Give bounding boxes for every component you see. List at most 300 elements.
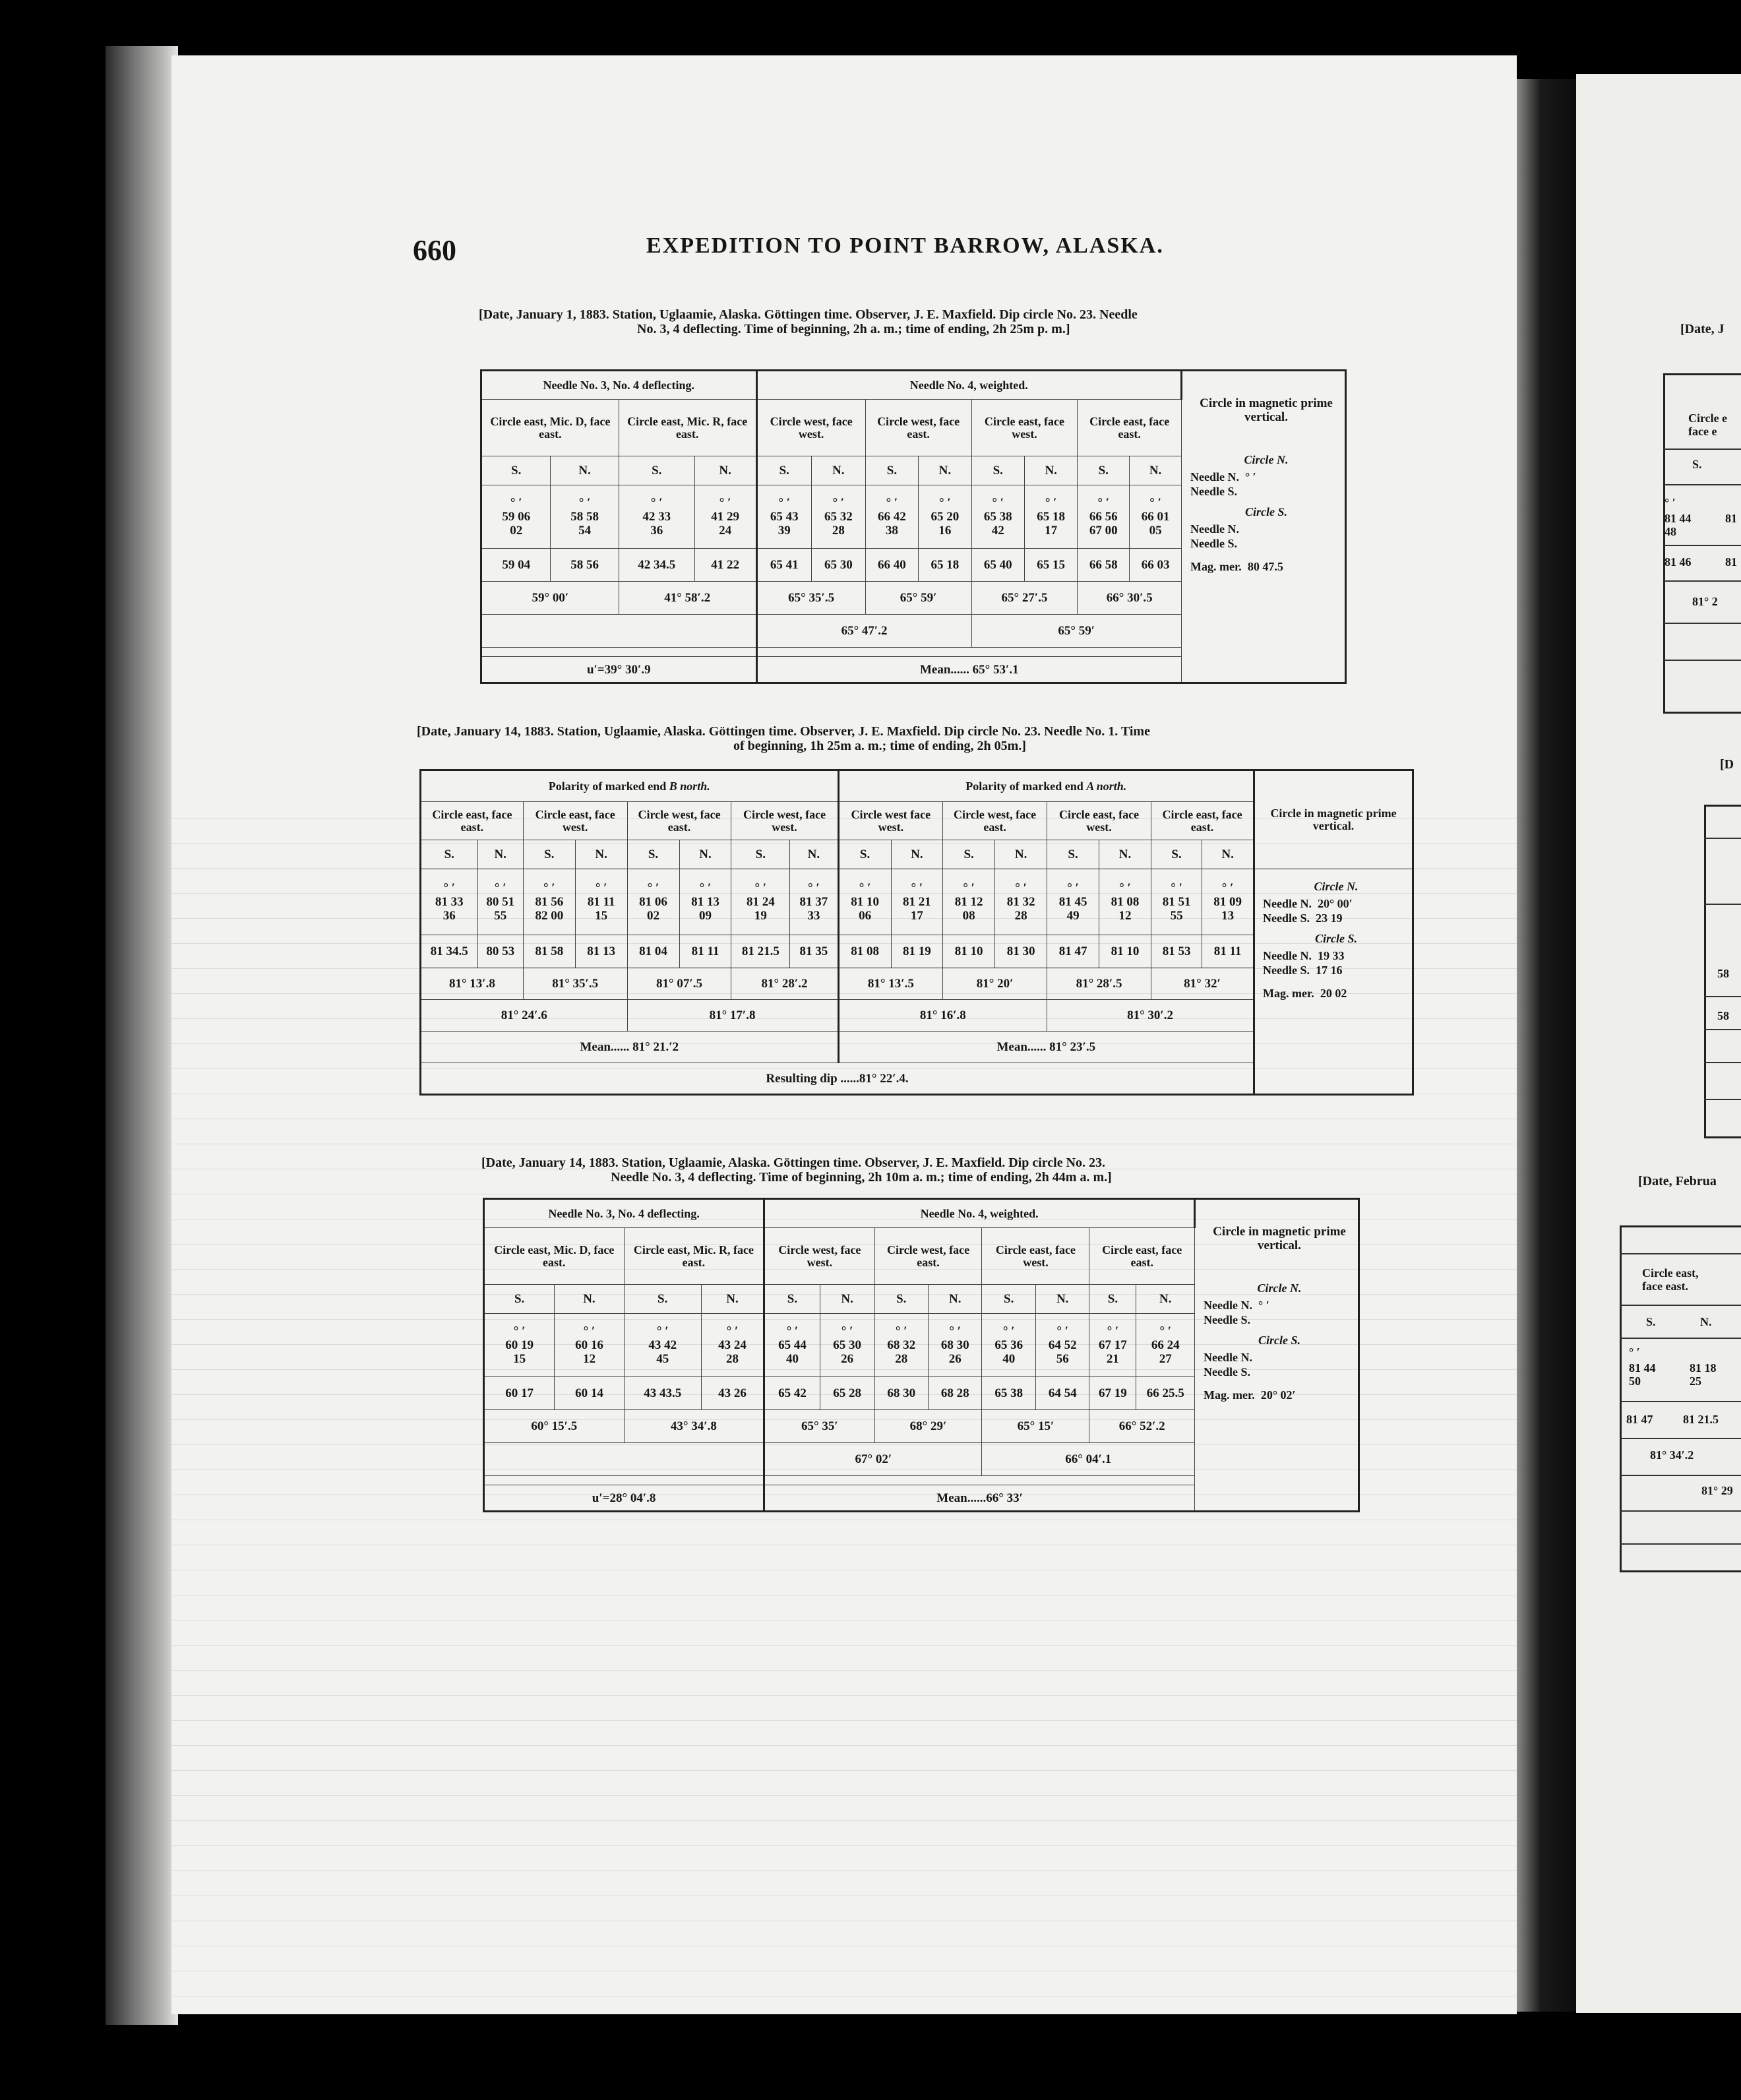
table2-mean-cell: 81 19 — [891, 935, 943, 968]
right-table-1-rule — [1663, 580, 1741, 582]
needle-s2-row: Needle S. 17 16 — [1263, 964, 1343, 977]
unit-marks: ° ′ — [1067, 881, 1079, 895]
reading-values: 64 52 56 — [1048, 1338, 1077, 1366]
table2-mean-cell: 81 08 — [838, 935, 891, 968]
right-table-3-mean-n: 81 21.5 — [1683, 1413, 1719, 1426]
table2-reading-cell — [838, 869, 891, 935]
table1-sn-header: N. — [694, 456, 756, 485]
right-table-2-reading: 58 — [1717, 967, 1729, 980]
table1-mean-cell: 66 58 — [1078, 549, 1130, 582]
right-table-3-pair: 81° 34′.2 — [1650, 1448, 1694, 1462]
table1-u-value: u′=39° 30′.9 — [481, 657, 757, 683]
table1-group-right: Needle No. 4, weighted. — [756, 371, 1181, 400]
unit-marks: ° ′ — [647, 881, 659, 895]
right-table-3-quad: 81° 29 — [1701, 1484, 1733, 1497]
reading-values: 60 19 15 — [505, 1338, 534, 1366]
right-table-3-rule — [1620, 1510, 1741, 1512]
table1-reading-cell — [919, 485, 971, 549]
table2-mean-cell: 81 53 — [1151, 935, 1202, 968]
table3-caption-line1: [Date, January 14, 1883. Station, Uglaamie, Alaska. Göttingen time. Observer, J. E. Maxfield. Dip circle No. 23. — [481, 1156, 1106, 1170]
reading-values: 67 17 21 — [1099, 1338, 1127, 1366]
unit-marks: ° ′ — [494, 881, 506, 895]
table3-spacer — [764, 1476, 1195, 1485]
table1-reading-cell — [1130, 485, 1182, 549]
table3-col-header: Circle west, face west. — [764, 1228, 874, 1285]
reading-values: 43 42 45 — [648, 1338, 677, 1366]
unit-marks: ° ′ — [726, 1324, 739, 1338]
table1-sn-header: N. — [1130, 456, 1182, 485]
unit-marks: ° ′ — [1221, 881, 1234, 895]
unit-marks: ° ′ — [886, 496, 898, 510]
table1-mean-cell: 58 56 — [551, 549, 619, 582]
table2-reading-cell — [421, 869, 478, 935]
right-table-3-rule — [1620, 1543, 1741, 1545]
table1-col-header: Circle east, Mic. R, face east. — [619, 400, 756, 456]
table2-pair-mean: 81° 20′ — [943, 968, 1047, 1000]
table2-sn-header: N. — [679, 840, 731, 869]
table2-reading-cell — [891, 869, 943, 935]
right-table-2-rule — [1704, 838, 1741, 839]
right-table-3-rule — [1620, 1475, 1741, 1476]
unit-marks: ° ′ — [719, 496, 731, 510]
right-table-1-mean: 81 46 — [1665, 555, 1692, 569]
table1-mean-cell: 65 41 — [756, 549, 811, 582]
table2-caption — [417, 724, 1419, 753]
table1-mean-cell: 66 40 — [865, 549, 918, 582]
reading-values: 65 30 26 — [833, 1338, 861, 1366]
page-rule-line — [171, 1870, 1517, 1871]
unit-marks: ° ′ — [832, 496, 845, 510]
reading-values: 81 08 12 — [1111, 895, 1140, 923]
table3-side-panel — [1195, 1199, 1359, 1512]
table2-sn-header: N. — [477, 840, 523, 869]
circle-n-label: Circle N. — [1314, 880, 1359, 893]
table1-pair-mean: 65° 35′.5 — [756, 582, 865, 615]
table3-mean-cell: 67 19 — [1089, 1377, 1136, 1410]
circle-s-label: Circle S. — [1244, 505, 1287, 518]
table2-reading-cell — [731, 869, 790, 935]
unit-marks: ° ′ — [510, 496, 522, 510]
table2-half-mean: Mean...... 81° 21.′2 — [421, 1032, 839, 1063]
table3-sn-header: N. — [701, 1285, 764, 1314]
table1-sn-header: N. — [551, 456, 619, 485]
reading-values: 65 36 40 — [994, 1338, 1023, 1366]
table1 — [480, 369, 1347, 684]
table2-mean-cell: 81 35 — [790, 935, 838, 968]
reading-values: 81 12 08 — [954, 895, 983, 923]
reading-values: 66 24 27 — [1151, 1338, 1180, 1366]
unit-marks: ° ′ — [992, 496, 1004, 510]
table3-sn-header: N. — [1136, 1285, 1195, 1314]
right-table-3-unit: ° ′ — [1629, 1345, 1640, 1359]
unit-marks: ° ′ — [841, 1324, 853, 1338]
table1-blank — [481, 615, 757, 648]
table3-mean-cell: 65 42 — [764, 1377, 820, 1410]
table1-mean-cell: 66 03 — [1130, 549, 1182, 582]
unit-marks: ° ′ — [1107, 1324, 1119, 1338]
table2-reading-cell — [679, 869, 731, 935]
table2-mean-cell: 81 10 — [1099, 935, 1151, 968]
reading-values: 65 38 42 — [983, 510, 1012, 538]
page-rule-line — [171, 1670, 1517, 1671]
table1-quad-mean: 65° 59′ — [971, 615, 1181, 648]
right-table-3-n: N. — [1700, 1315, 1712, 1328]
table1-spacer — [756, 648, 1181, 657]
right-table-3-rule — [1620, 1438, 1741, 1439]
unit-marks: ° ′ — [1045, 496, 1057, 510]
table3-sn-header: S. — [484, 1285, 555, 1314]
table1-reading-cell — [865, 485, 918, 549]
table1-mean-cell: 65 40 — [971, 549, 1024, 582]
unit-marks: ° ′ — [656, 1324, 669, 1338]
table2-sn-header: N. — [790, 840, 838, 869]
right-table-3-head: Circle east, face east. — [1642, 1266, 1699, 1293]
right-table-1-rule — [1663, 484, 1741, 485]
table1-spacer — [481, 648, 757, 657]
table2-col-header: Circle east, face east. — [421, 802, 524, 840]
unit-marks: ° ′ — [1149, 496, 1161, 510]
needle-n2-row: Needle N. — [1190, 522, 1239, 536]
running-head: EXPEDITION TO POINT BARROW, ALASKA. — [646, 233, 1164, 258]
reading-values: 80 51 55 — [486, 895, 515, 923]
table3-sn-header: N. — [929, 1285, 982, 1314]
table2-pair-mean: 81° 28′.5 — [1047, 968, 1151, 1000]
table1-side-panel — [1182, 371, 1346, 683]
table2-sn-header: S. — [627, 840, 679, 869]
table2-side-title: Circle in magnetic prime vertical. — [1254, 770, 1413, 869]
table1-reading-cell — [1078, 485, 1130, 549]
table1-sn-header: S. — [481, 456, 551, 485]
unit-marks: ° ′ — [859, 881, 871, 895]
table1-sn-header: N. — [919, 456, 971, 485]
right-table-1-head: Circle e face e — [1688, 412, 1728, 438]
reading-values: 60 16 12 — [575, 1338, 603, 1366]
right-table-2-rule — [1704, 1062, 1741, 1063]
right-table-1-pair: 81° 2 — [1692, 595, 1718, 608]
table1-col-header: Circle west, face east. — [865, 400, 971, 456]
table1-caption-line2: No. 3, 4 deflecting. Time of beginning, 2h a. m.; time of ending, 2h 25m p. m.] — [637, 322, 1070, 336]
table1-overall-mean: Mean...... 65° 53′.1 — [756, 657, 1181, 683]
needle-s2-row: Needle S. — [1190, 537, 1237, 550]
table3-caption-line2: Needle No. 3, 4 deflecting. Time of beginning, 2h 10m a. m.; time of ending, 2h 44m a. m.] — [611, 1170, 1112, 1185]
table2-group-right: Polarity of marked end A north. — [838, 770, 1254, 802]
table3-mean-cell: 60 17 — [484, 1377, 555, 1410]
page-rule-line — [171, 1620, 1517, 1621]
reading-values: 65 18 17 — [1037, 510, 1066, 538]
table2-sn-header: N. — [891, 840, 943, 869]
reading-values: 68 32 28 — [887, 1338, 916, 1366]
table3-mean-cell: 66 25.5 — [1136, 1377, 1195, 1410]
right-table-1-rule — [1663, 623, 1741, 624]
table1-sn-header: S. — [756, 456, 811, 485]
table2-reading-cell — [943, 869, 995, 935]
page-rule-line — [171, 1795, 1517, 1796]
table1-pair-mean: 66° 30′.5 — [1078, 582, 1182, 615]
table1-reading-cell — [694, 485, 756, 549]
reading-values: 81 51 55 — [1162, 895, 1191, 923]
table3-reading-cell — [624, 1314, 701, 1377]
table2-col-header: Circle west, face east. — [943, 802, 1047, 840]
table2-sn-header: N. — [1099, 840, 1151, 869]
table3-u-value: u′=28° 04′.8 — [484, 1485, 764, 1512]
table3-overall-mean: Mean......66° 33′ — [764, 1485, 1195, 1512]
table1-col-header: Circle east, face east. — [1078, 400, 1182, 456]
right-table-1-rule — [1663, 660, 1741, 661]
table2-mean-cell: 81 30 — [995, 935, 1047, 968]
table2-caption-line1: [Date, January 14, 1883. Station, Uglaamie, Alaska. Göttingen time. Observer, J. E. Maxfield. Dip circle No. 23. Needle No. 1. Time — [417, 724, 1150, 739]
table2-reading-cell — [1099, 869, 1151, 935]
table1-pair-mean: 59° 00′ — [481, 582, 619, 615]
table1-reading-cell — [756, 485, 811, 549]
table2-col-header: Circle west face west. — [838, 802, 943, 840]
table2-reading-cell — [627, 869, 679, 935]
reading-values: 66 01 05 — [1141, 510, 1170, 538]
unit-marks: ° ′ — [513, 1324, 526, 1338]
right-table-1-s: S. — [1692, 458, 1702, 471]
reading-values: 43 24 28 — [718, 1338, 747, 1366]
table3-reading-cell — [982, 1314, 1035, 1377]
table3-sn-header: N. — [820, 1285, 874, 1314]
table2-sn-header: S. — [421, 840, 478, 869]
reading-values: 81 37 33 — [799, 895, 828, 923]
table2-reading-cell — [575, 869, 627, 935]
table2-mean-cell: 81 21.5 — [731, 935, 790, 968]
table3-sn-header: S. — [874, 1285, 928, 1314]
page-number: 660 — [413, 234, 456, 266]
reading-values: 81 45 49 — [1058, 895, 1087, 923]
reading-values: 41 29 24 — [711, 510, 740, 538]
table3-sn-header: S. — [1089, 1285, 1136, 1314]
table2-sn-header: N. — [575, 840, 627, 869]
unit-marks: ° ′ — [1015, 881, 1027, 895]
table2-reading-cell — [523, 869, 575, 935]
table1-reading-cell — [811, 485, 865, 549]
table3-quad-mean: 67° 02′ — [764, 1443, 982, 1476]
unit-marks: ° ′ — [754, 881, 767, 895]
table3-reading-cell — [701, 1314, 764, 1377]
table3-pair-mean: 60° 15′.5 — [484, 1410, 625, 1443]
table3-mean-cell: 65 28 — [820, 1377, 874, 1410]
table1-reading-cell — [1024, 485, 1077, 549]
table2-reading-cell — [1047, 869, 1099, 935]
page-rule-line — [171, 1820, 1517, 1821]
table2-reading-cell — [995, 869, 1047, 935]
table1-caption-line1: [Date, January 1, 1883. Station, Uglaamie, Alaska. Göttingen time. Observer, J. E. Maxfield. Dip circle No. 23. Needle — [479, 307, 1138, 322]
table3-reading-cell — [820, 1314, 874, 1377]
reading-values: 81 13 09 — [691, 895, 719, 923]
unit-marks: ° ′ — [650, 496, 663, 510]
table1-reading-cell — [481, 485, 551, 549]
table3-col-header: Circle east, face west. — [982, 1228, 1089, 1285]
table3-sn-header: S. — [982, 1285, 1035, 1314]
table2-caption-line2: of beginning, 1h 25m a. m.; time of ending, 2h 05m.] — [733, 739, 1026, 753]
needle-n-row: Needle N. ° ′ — [1190, 470, 1256, 483]
table3-reading-cell — [764, 1314, 820, 1377]
right-table-3-rule — [1620, 1305, 1741, 1306]
unit-marks: ° ′ — [595, 881, 607, 895]
page-rule-line — [171, 1845, 1517, 1846]
unit-marks: ° ′ — [583, 1324, 596, 1338]
table2-half-mean: Mean...... 81° 23′.5 — [838, 1032, 1254, 1063]
right-table-2-rule — [1704, 1099, 1741, 1100]
book-spine — [106, 46, 178, 2025]
table3-mean-cell: 68 28 — [929, 1377, 982, 1410]
right-table-3-reading-n: 81 18 25 — [1690, 1361, 1717, 1388]
table2-sn-header: S. — [731, 840, 790, 869]
circle-n-label: Circle N. — [1244, 453, 1289, 466]
right-caption-3: [Date, Februa — [1638, 1174, 1717, 1189]
table2-reading-cell — [1151, 869, 1202, 935]
table3-caption — [481, 1156, 1359, 1185]
reading-values: 81 10 06 — [851, 895, 879, 923]
table3-reading-cell — [484, 1314, 555, 1377]
right-table-1-mean-2: 81 — [1725, 555, 1737, 569]
unit-marks: ° ′ — [786, 1324, 799, 1338]
table1-sn-header: S. — [971, 456, 1024, 485]
unit-marks: ° ′ — [949, 1324, 962, 1338]
right-table-2-mean: 58 — [1717, 1009, 1729, 1022]
table1-mean-cell: 65 15 — [1024, 549, 1077, 582]
table2-mean-cell: 81 34.5 — [421, 935, 478, 968]
table2-side-panel — [1254, 869, 1413, 1095]
right-table-3-rule — [1620, 1338, 1741, 1339]
table3-reading-cell — [1136, 1314, 1195, 1377]
reading-values: 81 56 82 00 — [535, 895, 564, 923]
table2-quad-mean: 81° 16′.8 — [838, 1000, 1047, 1032]
needle-n2-row: Needle N. — [1204, 1351, 1252, 1364]
table1-group-left: Needle No. 3, No. 4 deflecting. — [481, 371, 757, 400]
table2-pair-mean: 81° 28′.2 — [731, 968, 838, 1000]
reading-values: 81 11 15 — [587, 895, 615, 923]
table3-reading-cell — [1089, 1314, 1136, 1377]
table1-reading-cell — [619, 485, 694, 549]
table2-pair-mean: 81° 35′.5 — [523, 968, 627, 1000]
page-rule-line — [171, 1770, 1517, 1771]
needle-s-row: Needle S. 23 19 — [1263, 911, 1343, 925]
table3-pair-mean: 68° 29′ — [874, 1410, 982, 1443]
table3-quad-mean: 66° 04′.1 — [982, 1443, 1195, 1476]
table1-sn-header: S. — [619, 456, 694, 485]
page-rule-line — [171, 1720, 1517, 1721]
table2-mean-cell: 81 47 — [1047, 935, 1099, 968]
table3-col-header: Circle west, face east. — [874, 1228, 982, 1285]
table2-mean-cell: 81 58 — [523, 935, 575, 968]
unit-marks: ° ′ — [1159, 1324, 1172, 1338]
table1-sn-header: S. — [1078, 456, 1130, 485]
table2-sn-header: S. — [1151, 840, 1202, 869]
table2-pair-mean: 81° 07′.5 — [627, 968, 731, 1000]
needle-s2-row: Needle S. — [1204, 1365, 1250, 1378]
table3-mean-cell: 43 26 — [701, 1377, 764, 1410]
needle-n2-row: Needle N. 19 33 — [1263, 949, 1345, 962]
table2-group-left: Polarity of marked end B north. — [421, 770, 839, 802]
needle-n-row: Needle N. 20° 00′ — [1263, 897, 1353, 910]
table1-reading-cell — [551, 485, 619, 549]
table3-sn-header: S. — [764, 1285, 820, 1314]
unit-marks: ° ′ — [1171, 881, 1182, 895]
table2-sn-header: S. — [943, 840, 995, 869]
reading-values: 68 30 26 — [940, 1338, 969, 1366]
table3-sn-header: N. — [1035, 1285, 1089, 1314]
table1-pair-mean: 65° 27′.5 — [971, 582, 1078, 615]
table2-col-header: Circle west, face east. — [627, 802, 731, 840]
reading-values: 81 09 13 — [1213, 895, 1242, 923]
table2-resulting-dip: Resulting dip ......81° 22′.4. — [421, 1063, 1254, 1095]
table2-pair-mean: 81° 32′ — [1151, 968, 1254, 1000]
table2-reading-cell — [1202, 869, 1254, 935]
reading-values: 65 32 28 — [824, 510, 853, 538]
page-rule-line — [171, 1695, 1517, 1696]
table3-reading-cell — [1035, 1314, 1089, 1377]
needle-s-row: Needle S. — [1190, 485, 1237, 498]
table2-reading-cell — [790, 869, 838, 935]
table2-sn-header: S. — [523, 840, 575, 869]
reading-values: 66 56 67 00 — [1089, 510, 1118, 538]
right-table-3-rule — [1620, 1253, 1741, 1254]
unit-marks: ° ′ — [543, 881, 555, 895]
right-table-2-rule — [1704, 1029, 1741, 1030]
side-title: Circle in magnetic prime vertical. — [1213, 1225, 1346, 1252]
table2-sn-header: S. — [1047, 840, 1099, 869]
right-table-3-s: S. — [1646, 1315, 1656, 1328]
right-caption-2: [D — [1720, 757, 1734, 772]
mag-mer-row: Mag. mer. 20 02 — [1263, 987, 1347, 1000]
side-title: Circle in magnetic prime vertical. — [1200, 396, 1333, 424]
table3-mean-cell: 64 54 — [1035, 1377, 1089, 1410]
reading-values: 66 42 38 — [878, 510, 906, 538]
table3-group-left: Needle No. 3, No. 4 deflecting. — [484, 1199, 764, 1228]
table3-mean-cell: 60 14 — [555, 1377, 624, 1410]
needle-n-row: Needle N. ° ′ — [1204, 1299, 1269, 1312]
table2-mean-cell: 80 53 — [477, 935, 523, 968]
mag-mer-row: Mag. mer. 80 47.5 — [1190, 560, 1283, 573]
right-table-1-rule — [1663, 545, 1741, 546]
table3-group-right: Needle No. 4, weighted. — [764, 1199, 1195, 1228]
unit-marks: ° ′ — [443, 881, 456, 895]
table2-quad-mean: 81° 17′.8 — [627, 1000, 838, 1032]
table2-sn-header: N. — [1202, 840, 1254, 869]
table3-pair-mean: 65° 15′ — [982, 1410, 1089, 1443]
table3-mean-cell: 68 30 — [874, 1377, 928, 1410]
right-table-3-mean-s: 81 47 — [1626, 1413, 1653, 1426]
unit-marks: ° ′ — [1119, 881, 1131, 895]
table1-pair-mean: 65° 59′ — [865, 582, 971, 615]
table1-mean-cell: 41 22 — [694, 549, 756, 582]
unit-marks: ° ′ — [963, 881, 975, 895]
reading-values: 81 32 28 — [1006, 895, 1035, 923]
table3-spacer — [484, 1476, 764, 1485]
unit-marks: ° ′ — [911, 881, 923, 895]
reading-values: 81 21 17 — [903, 895, 931, 923]
table3-pair-mean: 65° 35′ — [764, 1410, 874, 1443]
table2-pair-mean: 81° 13′.8 — [421, 968, 524, 1000]
reading-values: 65 44 40 — [778, 1338, 807, 1366]
table3-col-header: Circle east, Mic. R, face east. — [624, 1228, 764, 1285]
right-table-1-reading-2: 81 — [1725, 512, 1737, 525]
table1-pair-mean: 41° 58′.2 — [619, 582, 756, 615]
table3-reading-cell — [555, 1314, 624, 1377]
table3-pair-mean: 43° 34′.8 — [624, 1410, 764, 1443]
table1-sn-header: N. — [1024, 456, 1077, 485]
table2-pair-mean: 81° 13′.5 — [838, 968, 943, 1000]
table1-sn-header: N. — [811, 456, 865, 485]
table2-col-header: Circle west, face west. — [731, 802, 838, 840]
table1-mean-cell: 65 18 — [919, 549, 971, 582]
table2-quad-mean: 81° 30′.2 — [1047, 1000, 1254, 1032]
table3-sn-header: S. — [624, 1285, 701, 1314]
table1-mean-cell: 42 34.5 — [619, 549, 694, 582]
right-table-1-reading: 81 44 48 — [1665, 512, 1692, 538]
